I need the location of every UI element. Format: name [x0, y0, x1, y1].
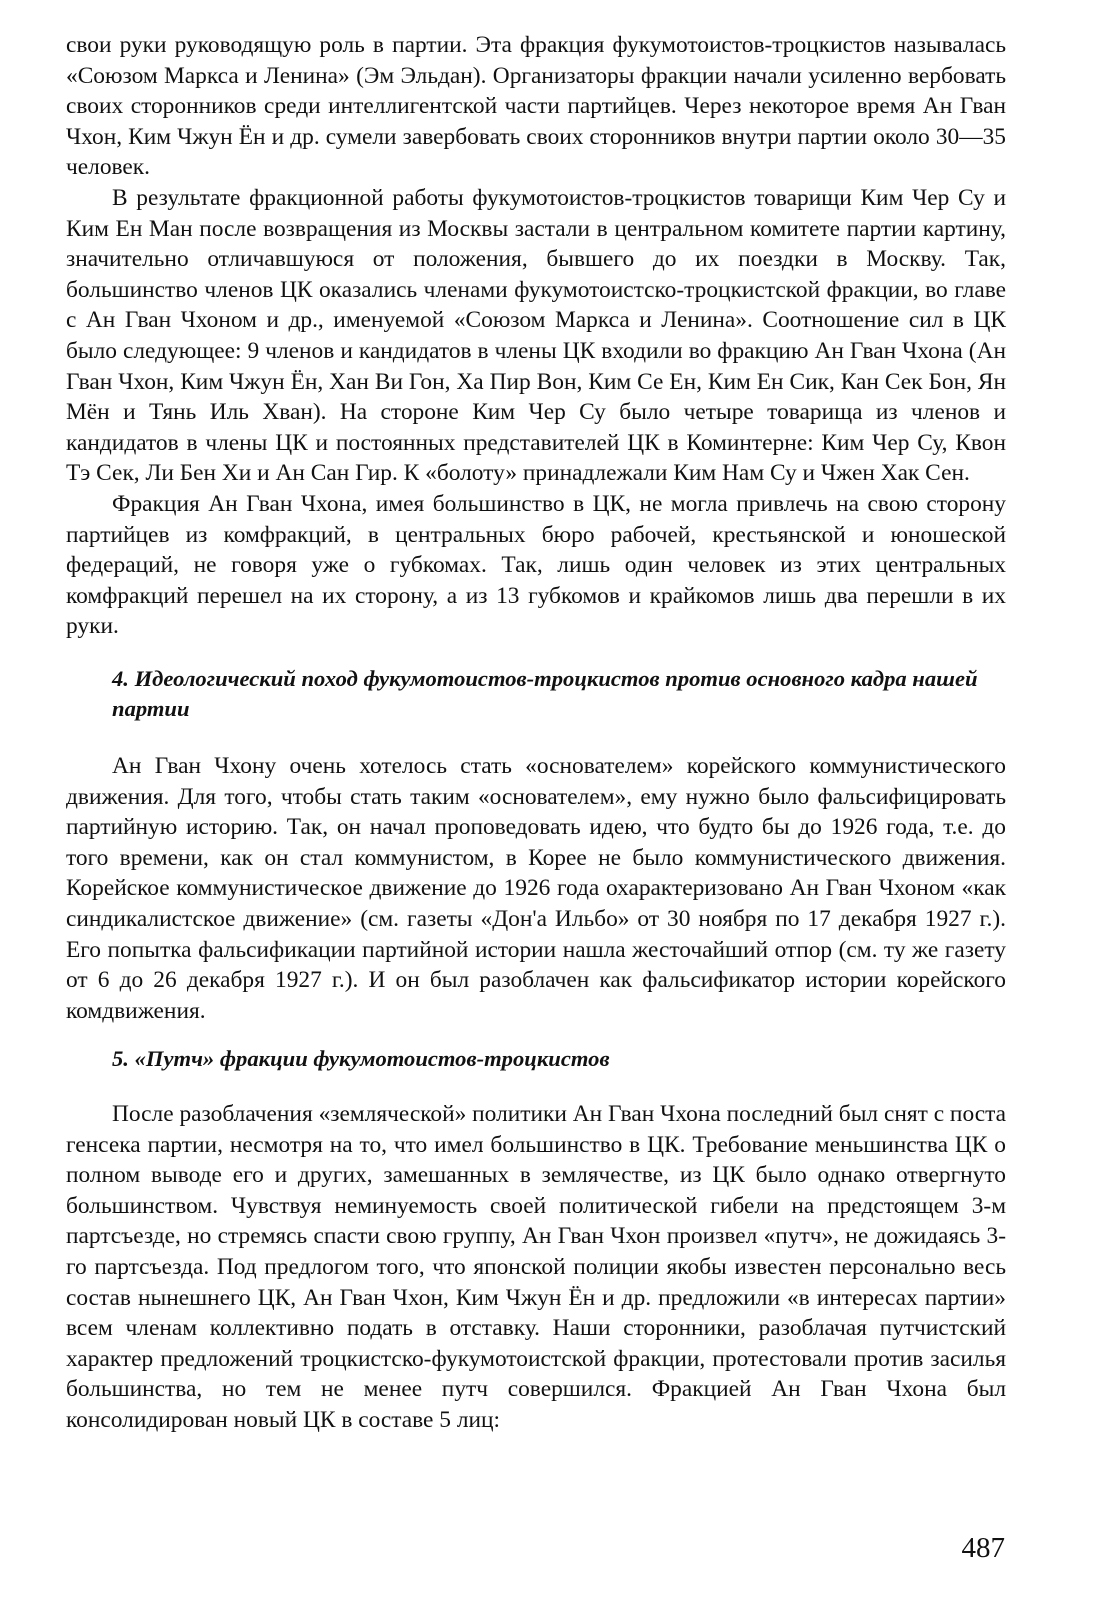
page-body: [66, 30, 1006, 1436]
paragraph-faction-balance: В результате фракционной работы фукумотоистов-троцкистов товарищи Ким Чер Су и Ким Ен Ман после возвращения из Москвы застали в центральном комитете партии картину, значительно отличавшуюся от положения, бывшего до их поездки в Москву. Так, большинство членов ЦК оказались членами фукумотоистско-троцкистской фракции, во главе с Ан Гван Чхоном и др., именуемой «Союзом Маркса и Ленина». Соотношение сил в ЦК было следующее: 9 членов и кандидатов в члены ЦК входили во фракцию Ан Гван Чхона (Ан Гван Чхон, Ким Чжун Ён, Хан Ви Гон, Ха Пир Вон, Ким Се Ен, Ким Ен Сик, Кан Сек Бон, Ян Мён и Тянь Иль Хван). На стороне Ким Чер Су было четыре товарища из членов и кандидатов в члены ЦК и постоянных представителей ЦК в Коминтерне: Ким Чер Су, Квон Тэ Сек, Ли Бен Хи и Ан Сан Гир. К «болоту» принадлежали Ким Нам Су и Чжен Хак Сен.: [66, 184, 1006, 487]
paragraph-putsch: После разоблачения «земляческой» политики Ан Гван Чхона последний был снят с поста генсека партии, несмотря на то, что имел большинство в ЦК. Требование меньшинства ЦК о полном выводе его и других, замешанных в землячестве, из ЦК было однако отвергнуто большинством. Чувствуя неминуемость своей политической гибели на предстоящем 3-м партсъезде, но стремясь спасти свою группу, Ан Гван Чхон произвел «путч», не дожидаясь 3-го партсъезда. Под предлогом того, что японской полиции якобы известен персонально весь состав нынешнего ЦК, Ан Гван Чхон, Ким Чжун Ён и др. предложили «в интересах партии» всем членам коллективно подать в отставку. Наши сторонники, разоблачая путчистский характер предложений троцкистско-фукумотоистской фракции, протестовали против засилья большинства, но тем не менее путч совершился. Фракцией Ан Гван Чхона был консолидирован новый ЦК в составе 5 лиц:: [66, 1101, 1006, 1433]
section-heading-5: 5. «Путч» фракции фукумотоистов-троцкистов: [112, 1046, 610, 1072]
page-number: 487: [961, 1532, 1005, 1564]
section-heading-4: 4. Идеологический поход фукумотоистов-троцкистов против основного кадра нашей партии: [112, 665, 978, 722]
paragraph-faction-support: Фракция Ан Гван Чхона, имея большинство в ЦК, не могла привлечь на свою сторону партийцев из комфракций, в центральных бюро рабочей, крестьянской и юношеской федераций, не говоря уже о губкомах. Так, лишь один человек из этих центральных комфракций перешел на их сторону, а из 13 губкомов и крайкомов лишь два перешли в их руки.: [66, 490, 1006, 640]
paragraph-history-falsification: Ан Гван Чхону очень хотелось стать «основателем» корейского коммунистического движения. Для того, чтобы стать таким «основателем», ему нужно было фальсифицировать партийную историю. Так, он начал проповедовать идею, что будто бы до 1926 года, т.е. до того времени, как он стал коммунистом, в Корее не было коммунистического движения. Корейское коммунистическое движение до 1926 года охарактеризовано Ан Гван Чхоном «как синдикалистское движение» (см. газеты «Дон'а Ильбо» от 30 ноября по 17 декабря 1927 г.). Его попытка фальсификации партийной истории нашла жесточайший отпор (см. ту же газету от 6 до 26 декабря 1927 г.). И он был разоблачен как фальсификатор истории корейского комдвижения.: [66, 753, 1006, 1024]
paragraph-continuation: свои руки руководящую роль в партии. Эта фракция фукумотоистов-троцкистов называлась «Союзом Маркса и Ленина» (Эм Эльдан). Организаторы фракции начали усиленно вербовать своих сторонников среди интеллигентской части партийцев. Через некоторое время Ан Гван Чхон, Ким Чжун Ён и др. сумели завербовать своих сторонников внутри партии около 30—35 человек.: [66, 32, 1006, 181]
